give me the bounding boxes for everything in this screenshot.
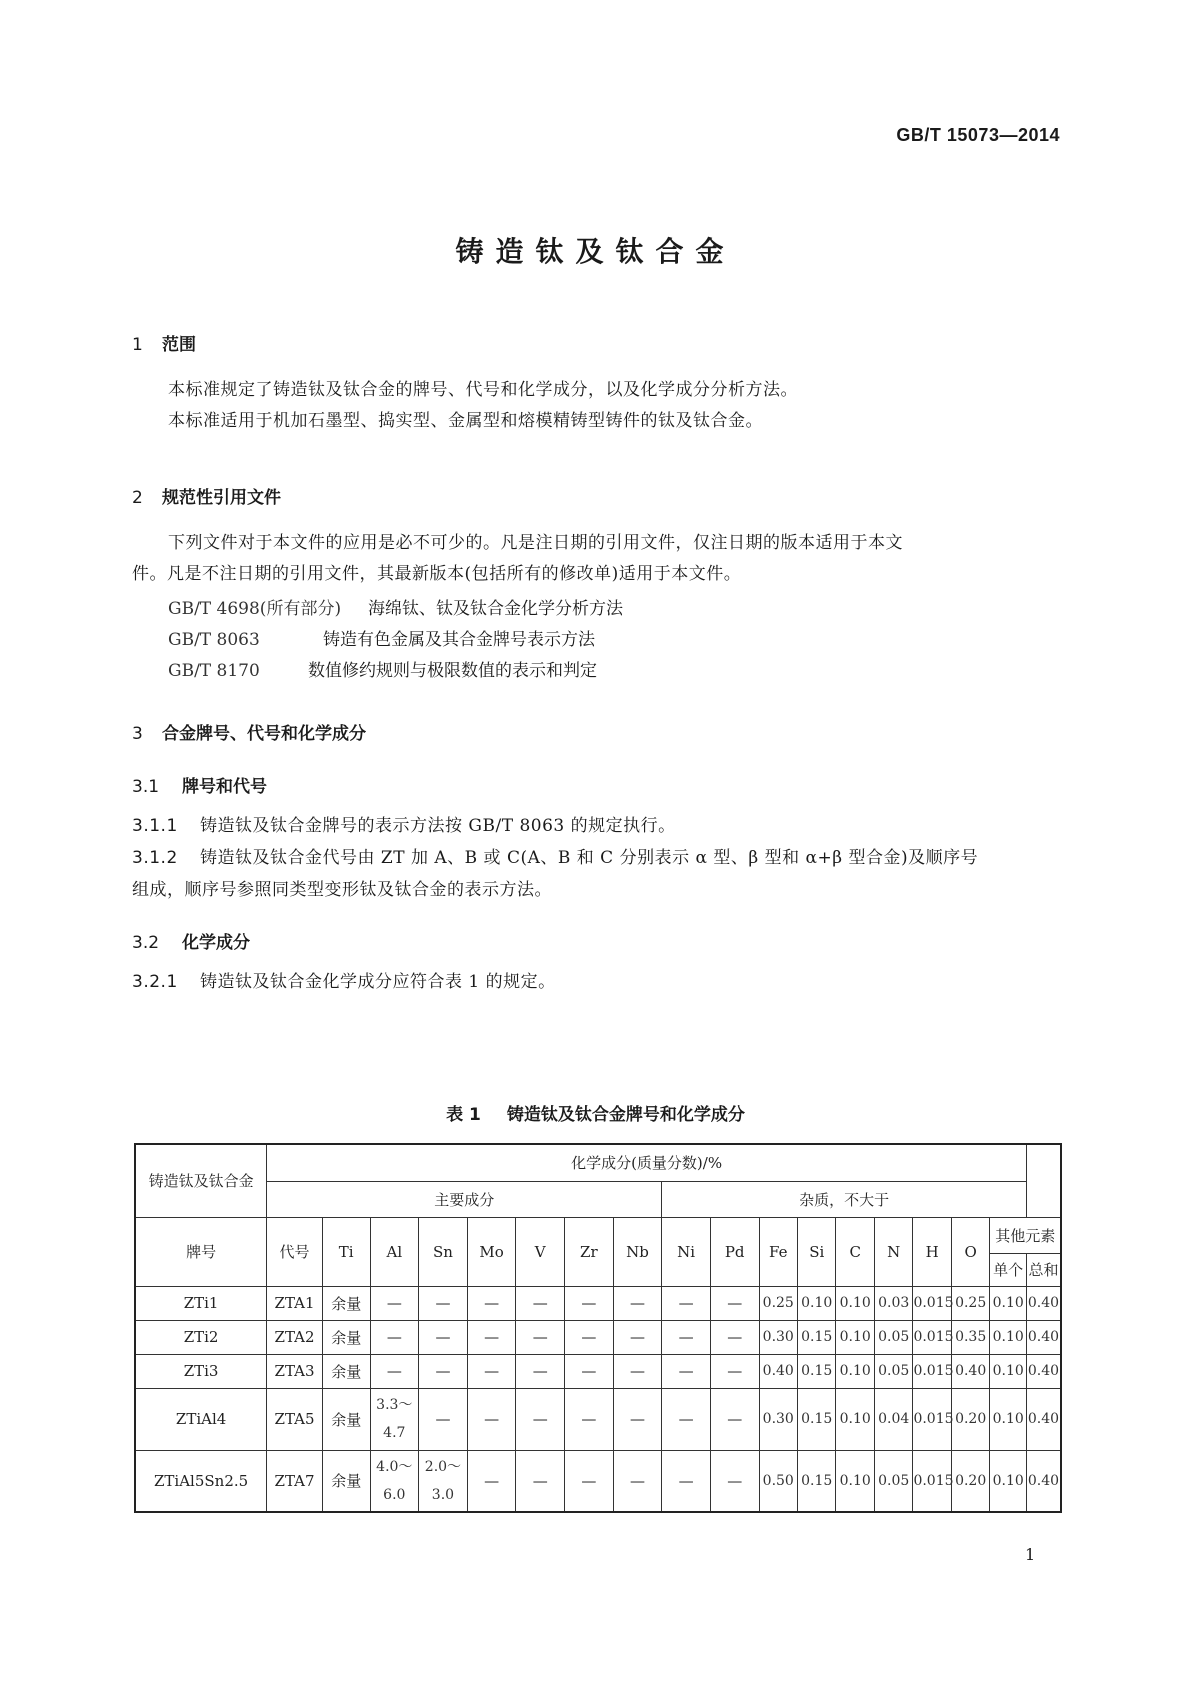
cell-nb: —	[613, 1320, 662, 1354]
cell-al: —	[370, 1354, 419, 1388]
clause-continuation: 组成，顺序号参照同类型变形钛及钛合金的表示方法。	[132, 880, 552, 900]
cell-mo: —	[467, 1286, 516, 1320]
paragraph: 本标准规定了铸造钛及钛合金的牌号、代号和化学成分，以及化学成分分析方法。	[168, 380, 798, 400]
clause-3-2-1	[132, 966, 556, 999]
cell-al: —	[370, 1320, 419, 1354]
table-row	[135, 1388, 1061, 1450]
clause-text: 铸造钛及钛合金代号由 ZT 加 A、B 或 C(A、B 和 C 分别表示 α 型、β 型和 α+β 型合金)及顺序号	[200, 848, 979, 868]
cell-fe: 0.25	[759, 1286, 797, 1320]
section-title: 牌号和代号	[182, 777, 267, 797]
section-number: 2	[132, 488, 143, 508]
cell-zr: —	[565, 1354, 614, 1388]
header-total: 总和	[1026, 1253, 1061, 1286]
cell-si: 0.15	[797, 1354, 835, 1388]
cell-sn: —	[419, 1388, 468, 1450]
cell-grade: ZTiAl4	[135, 1388, 267, 1450]
header-element: Fe	[759, 1217, 797, 1286]
cell-o: 0.40	[951, 1354, 989, 1388]
paragraph: 下列文件对于本文件的应用是必不可少的。凡是注日期的引用文件，仅注日期的版本适用于本文	[168, 533, 903, 553]
cell-mo: —	[467, 1450, 516, 1512]
cell-pd: —	[710, 1286, 759, 1320]
cell-o: 0.35	[951, 1320, 989, 1354]
cell-v: —	[516, 1286, 565, 1320]
cell-sn: —	[419, 1286, 468, 1320]
clause-number: 3.1.1	[132, 816, 178, 836]
cell-nb: —	[613, 1286, 662, 1320]
section-number: 3.1	[132, 777, 160, 797]
cell-o: 0.20	[951, 1388, 989, 1450]
cell-single: 0.10	[990, 1354, 1027, 1388]
cell-n: 0.05	[874, 1450, 912, 1512]
header-other-elements: 其他元素	[990, 1217, 1061, 1253]
cell-ti: 余量	[322, 1320, 370, 1354]
cell-h: 0.015	[913, 1354, 951, 1388]
cell-grade: ZTiAl5Sn2.5	[135, 1450, 267, 1512]
paragraph: 本标准适用于机加石墨型、捣实型、金属型和熔模精铸型铸件的钛及钛合金。	[168, 411, 763, 431]
cell-single: 0.10	[990, 1450, 1027, 1512]
cell-ti: 余量	[322, 1354, 370, 1388]
reference-title: 数值修约规则与极限数值的表示和判定	[308, 661, 597, 681]
section-title: 规范性引用文件	[162, 488, 281, 508]
range-min: 4.0～	[376, 1458, 413, 1475]
cell-ti: 余量	[322, 1388, 370, 1450]
reference-code: GB/T 8063	[168, 630, 260, 650]
cell-nb: —	[613, 1354, 662, 1388]
table-row	[135, 1450, 1061, 1512]
cell-ni: —	[662, 1320, 711, 1354]
cell-mo: —	[467, 1354, 516, 1388]
clause-3-1-1	[132, 810, 676, 843]
cell-n: 0.05	[874, 1320, 912, 1354]
cell-n: 0.04	[874, 1388, 912, 1450]
cell-nb: —	[613, 1388, 662, 1450]
cell-al	[370, 1450, 419, 1512]
cell-mo: —	[467, 1320, 516, 1354]
reference-title: 海绵钛、钛及钛合金化学分析方法	[368, 599, 623, 619]
header-element: C	[836, 1217, 874, 1286]
cell-ti: 余量	[322, 1286, 370, 1320]
table-title: 铸造钛及钛合金牌号和化学成分	[506, 1105, 745, 1125]
cell-single: 0.10	[990, 1388, 1027, 1450]
cell-si: 0.15	[797, 1388, 835, 1450]
subsection-3-2-heading	[132, 928, 250, 953]
reference-code: GB/T 4698(所有部分)	[168, 599, 342, 619]
cell-code: ZTA5	[267, 1388, 323, 1450]
header-element: Mo	[467, 1217, 516, 1286]
cell-o: 0.25	[951, 1286, 989, 1320]
cell-fe: 0.30	[759, 1320, 797, 1354]
cell-zr: —	[565, 1286, 614, 1320]
cell-c: 0.10	[836, 1354, 874, 1388]
range-min: 3.3～	[376, 1397, 413, 1413]
cell-n: 0.03	[874, 1286, 912, 1320]
cell-c: 0.10	[836, 1286, 874, 1320]
header-element: N	[874, 1217, 912, 1286]
cell-code: ZTA3	[267, 1354, 323, 1388]
cell-total: 0.40	[1026, 1450, 1061, 1512]
section-3-heading	[132, 719, 366, 744]
cell-si: 0.15	[797, 1320, 835, 1354]
cell-sn	[419, 1450, 468, 1512]
cell-si: 0.10	[797, 1286, 835, 1320]
cell-total: 0.40	[1026, 1354, 1061, 1388]
document-title: 铸造钛及钛合金	[455, 235, 736, 268]
cell-code: ZTA7	[267, 1450, 323, 1512]
header-code: 代号	[267, 1217, 323, 1286]
cell-mo: —	[467, 1388, 516, 1450]
section-1-heading	[132, 330, 196, 355]
cell-fe: 0.30	[759, 1388, 797, 1450]
range-max: 6.0	[383, 1486, 406, 1503]
cell-sn: —	[419, 1320, 468, 1354]
cell-o: 0.20	[951, 1450, 989, 1512]
clause-text: 铸造钛及钛合金牌号的表示方法按 GB/T 8063 的规定执行。	[200, 816, 676, 836]
cell-h: 0.015	[913, 1320, 951, 1354]
header-impurities: 杂质，不大于	[662, 1181, 1027, 1217]
range-max: 4.7	[383, 1425, 406, 1441]
cell-total: 0.40	[1026, 1286, 1061, 1320]
table-row	[135, 1320, 1061, 1354]
table-label: 表 1	[446, 1105, 481, 1125]
table-row	[135, 1354, 1061, 1388]
section-title: 合金牌号、代号和化学成分	[162, 724, 366, 744]
cell-sn: —	[419, 1354, 468, 1388]
clause-number: 3.2.1	[132, 972, 178, 992]
header-chem-composition: 化学成分(质量分数)/%	[267, 1144, 1027, 1181]
cell-v: —	[516, 1354, 565, 1388]
cell-ti: 余量	[322, 1450, 370, 1512]
clause-number: 3.1.2	[132, 848, 178, 868]
range-min: 2.0～	[424, 1458, 462, 1475]
header-element: Zr	[565, 1217, 614, 1286]
paragraph: 件。凡是不注日期的引用文件，其最新版本(包括所有的修改单)适用于本文件。	[132, 564, 742, 584]
header-element: Si	[797, 1217, 835, 1286]
cell-single: 0.10	[990, 1286, 1027, 1320]
cell-pd: —	[710, 1388, 759, 1450]
cell-code: ZTA1	[267, 1286, 323, 1320]
cell-single: 0.10	[990, 1320, 1027, 1354]
cell-h: 0.015	[913, 1286, 951, 1320]
section-2-heading	[132, 483, 281, 508]
cell-si: 0.15	[797, 1450, 835, 1512]
header-element: H	[913, 1217, 951, 1286]
standard-code: GB/T 15073—2014	[896, 125, 1060, 145]
cell-ni: —	[662, 1354, 711, 1388]
reference-item	[168, 594, 623, 619]
section-number: 3.2	[132, 933, 160, 953]
cell-zr: —	[565, 1450, 614, 1512]
section-title: 化学成分	[182, 933, 250, 953]
header-alloy: 铸造钛及钛合金	[135, 1144, 267, 1217]
range-max: 3.0	[431, 1486, 455, 1503]
header-main-components: 主要成分	[267, 1181, 662, 1217]
cell-pd: —	[710, 1450, 759, 1512]
reference-code: GB/T 8170	[168, 661, 260, 681]
section-number: 1	[132, 335, 143, 355]
clause-text: 铸造钛及钛合金化学成分应符合表 1 的规定。	[200, 972, 556, 992]
cell-zr: —	[565, 1388, 614, 1450]
page-number: 1	[1025, 1545, 1036, 1564]
section-number: 3	[132, 724, 143, 744]
header-single: 单个	[990, 1253, 1027, 1286]
reference-title: 铸造有色金属及其合金牌号表示方法	[323, 630, 595, 650]
cell-ni: —	[662, 1388, 711, 1450]
header-element: Ti	[322, 1217, 370, 1286]
cell-c: 0.10	[836, 1320, 874, 1354]
cell-grade: ZTi2	[135, 1320, 267, 1354]
cell-total: 0.40	[1026, 1320, 1061, 1354]
section-title: 范围	[162, 335, 196, 355]
cell-v: —	[516, 1320, 565, 1354]
cell-al	[370, 1388, 419, 1450]
cell-h: 0.015	[913, 1450, 951, 1512]
cell-pd: —	[710, 1354, 759, 1388]
cell-c: 0.10	[836, 1388, 874, 1450]
cell-fe: 0.40	[759, 1354, 797, 1388]
subsection-3-1-heading	[132, 772, 267, 797]
cell-total: 0.40	[1026, 1388, 1061, 1450]
cell-zr: —	[565, 1320, 614, 1354]
cell-v: —	[516, 1450, 565, 1512]
table-row	[135, 1286, 1061, 1320]
header-element: Pd	[710, 1217, 759, 1286]
header-element: O	[951, 1217, 989, 1286]
reference-item	[168, 656, 597, 681]
header-element: V	[516, 1217, 565, 1286]
clause-3-1-2	[132, 842, 978, 875]
cell-v: —	[516, 1388, 565, 1450]
header-grade: 牌号	[135, 1217, 267, 1286]
composition-table	[134, 1143, 1062, 1513]
header-element: Ni	[662, 1217, 711, 1286]
reference-item	[168, 625, 595, 650]
header-element: Al	[370, 1217, 419, 1286]
cell-ni: —	[662, 1286, 711, 1320]
cell-h: 0.015	[913, 1388, 951, 1450]
table-caption	[0, 1100, 1191, 1125]
cell-grade: ZTi3	[135, 1354, 267, 1388]
cell-grade: ZTi1	[135, 1286, 267, 1320]
cell-al: —	[370, 1286, 419, 1320]
header-element: Sn	[419, 1217, 468, 1286]
cell-n: 0.05	[874, 1354, 912, 1388]
header-element: Nb	[613, 1217, 662, 1286]
cell-ni: —	[662, 1450, 711, 1512]
cell-c: 0.10	[836, 1450, 874, 1512]
cell-fe: 0.50	[759, 1450, 797, 1512]
cell-code: ZTA2	[267, 1320, 323, 1354]
cell-pd: —	[710, 1320, 759, 1354]
cell-nb: —	[613, 1450, 662, 1512]
